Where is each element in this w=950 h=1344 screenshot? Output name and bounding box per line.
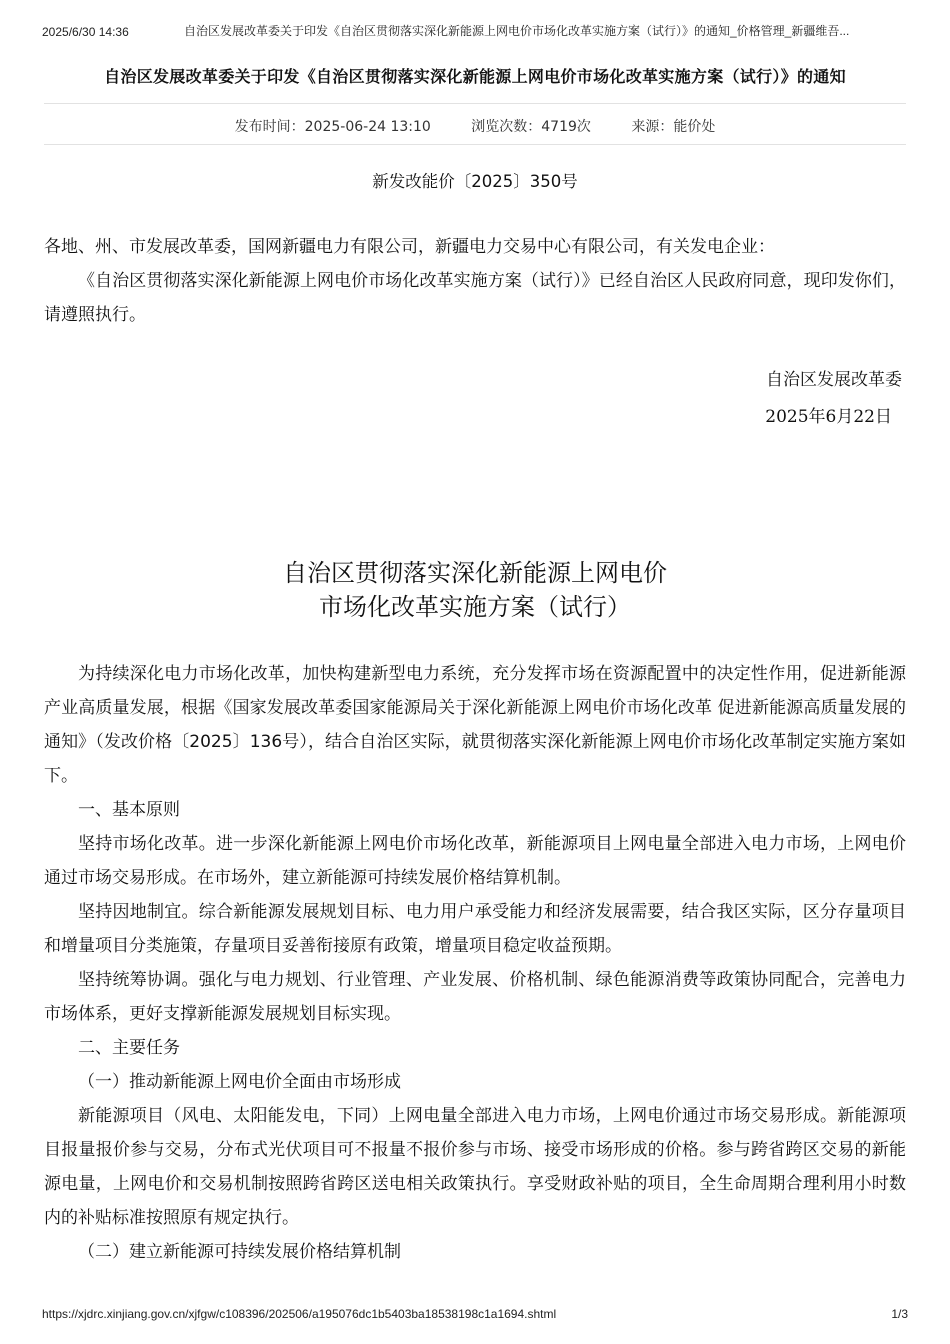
view-count [471, 119, 591, 135]
document-number: 新发改能价〔2025〕350号 [372, 172, 578, 191]
source-value: 能价处 [673, 119, 716, 135]
subsection-heading: （一）推动新能源上网电价全面由市场形成 [78, 1072, 401, 1092]
plan-title-line-1: 自治区贯彻落实深化新能源上网电价 [283, 559, 667, 587]
body-paragraph: 新能源项目（风电、太阳能发电，下同）上网电量全部进入电力市场，上网电价通过市场交易形成。新能源项目报量报价参与交易，分布式光伏项目可不报量不报价参与市场、接受市场形成的价格。参与跨省跨区交易的新能源电量，上网电价和交易机制按照跨省跨区送电相关政策执行。享受财政补贴的项目，全生命周期合理利用小时数内的补贴标准按照原有规定执行。 [44, 1106, 906, 1228]
signature-date: 2025年6月22日 [765, 407, 892, 427]
publish-time-label: 发布时间： [234, 119, 305, 135]
subsection-heading: （二）建立新能源可持续发展价格结算机制 [78, 1242, 401, 1262]
publish-time [235, 119, 431, 135]
notice-section [44, 230, 906, 332]
body-paragraph: 坚持市场化改革。进一步深化新能源上网电价市场化改革，新能源项目上网电量全部进入电力市场，上网电价通过市场交易形成。在市场外，建立新能源可持续发展价格结算机制。 [44, 834, 906, 888]
view-count-value: 4719次 [541, 119, 591, 135]
source-label: 来源： [631, 119, 674, 135]
page-number: 1/3 [891, 1307, 908, 1321]
section-heading: 一、基本原则 [78, 800, 180, 820]
view-count-label: 浏览次数： [471, 119, 542, 135]
signature: 自治区发展改革委 [766, 370, 902, 390]
publish-time-value: 2025-06-24 13:10 [304, 119, 431, 135]
title-divider [44, 103, 906, 104]
print-footer [42, 1307, 908, 1321]
source [631, 119, 715, 135]
plan-body [44, 657, 906, 1269]
article-meta [44, 116, 906, 136]
body-paragraph: 坚持统筹协调。强化与电力规划、行业管理、产业发展、价格机制、绿色能源消费等政策协同配合，完善电力市场体系，更好支撑新能源发展规划目标实现。 [44, 970, 906, 1024]
print-datetime: 2025/6/30 14:36 [42, 25, 129, 39]
section-heading: 二、主要任务 [78, 1038, 180, 1058]
print-doc-title: 自治区发展改革委关于印发《自治区贯彻落实深化新能源上网电价市场化改革实施方案（试行）》的通知_价格管理_新疆维吾... [184, 24, 850, 38]
page-url: https://xjdrc.xinjiang.gov.cn/xjfgw/c108396/202506/a195076dc1b5403ba18538198c1a1694.shtml [42, 1307, 557, 1321]
salutation: 各地、州、市发展改革委，国网新疆电力有限公司，新疆电力交易中心有限公司，有关发电企业： [44, 237, 775, 257]
plan-title-line-2: 市场化改革实施方案（试行） [319, 593, 631, 621]
notice-body: 《自治区贯彻落实深化新能源上网电价市场化改革实施方案（试行）》已经自治区人民政府同意，现印发你们，请遵照执行。 [44, 271, 906, 325]
page-title: 自治区发展改革委关于印发《自治区贯彻落实深化新能源上网电价市场化改革实施方案（试行）》的通知 [104, 67, 846, 86]
meta-divider [44, 144, 906, 145]
intro-paragraph: 为持续深化电力市场化改革，加快构建新型电力系统，充分发挥市场在资源配置中的决定性作用，促进新能源产业高质量发展，根据《国家发展改革委国家能源局关于深化新能源上网电价市场化改革 促进新能源高质量发展的通知》（发改价格〔2025〕136号），结合自治区实际，就贯彻落实深化新能源上网电价市场化改革制定实施方案如下。 [44, 664, 906, 786]
body-paragraph: 坚持因地制宜。综合新能源发展规划目标、电力用户承受能力和经济发展需要，结合我区实际，区分存量项目和增量项目分类施策，存量项目妥善衔接原有政策，增量项目稳定收益预期。 [44, 902, 906, 956]
plan-title [44, 556, 906, 624]
print-header [42, 22, 908, 39]
